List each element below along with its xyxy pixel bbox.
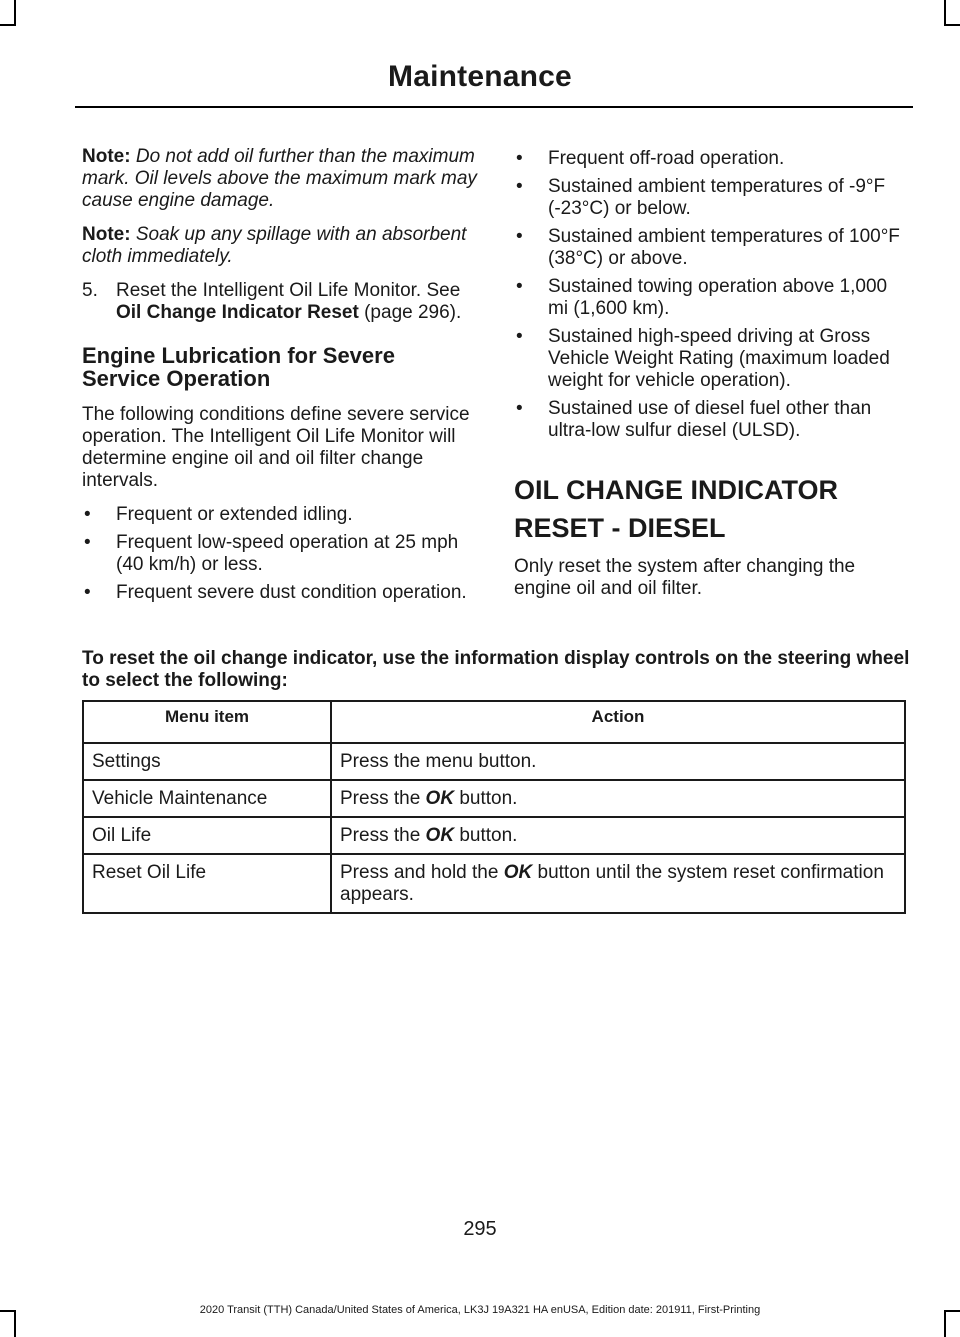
list-item: • Frequent off-road operation. [516, 148, 785, 169]
note-label: Note: [82, 224, 131, 245]
note-label: Note: [82, 146, 131, 167]
menu-item-cell: Vehicle Maintenance [83, 780, 331, 817]
subheading-severe-service: Engine Lubrication for Severe Service Operation [82, 343, 395, 391]
page-footer: 2020 Transit (TTH) Canada/United States of America, LK3J 19A321 HA enUSA, Edition date: 201911, First-Printing [199, 1304, 761, 1316]
table-row [83, 817, 905, 854]
bullet-icon: • [84, 582, 91, 603]
action-cell: Press the OK button. [331, 817, 905, 854]
crop-mark [14, 0, 16, 26]
list-item: • Frequent or extended idling. [84, 504, 353, 525]
severe-conditions-list-continued [514, 148, 909, 442]
section-title-line: RESET - DIESEL [514, 513, 726, 543]
list-item: • Frequent severe dust condition operation. [84, 582, 467, 603]
ok-button-label: OK [503, 862, 533, 883]
action-cell: Press the menu button. [331, 743, 905, 780]
bullet-icon: • [516, 276, 523, 297]
menu-item-cell: Reset Oil Life [83, 854, 331, 913]
table-lead-text: To reset the oil change indicator, use the information display controls on the steering wheel to select the following: [82, 648, 910, 691]
section-paragraph: Only reset the system after changing the engine oil and oil filter. [514, 556, 856, 599]
header-divider [75, 106, 913, 108]
step-5 [82, 280, 477, 324]
section-title [514, 476, 909, 542]
action-cell: Press the OK button. [331, 780, 905, 817]
table-row [83, 854, 905, 913]
list-item: • Sustained ambient temperatures of 100°F (38°C) or above. [516, 226, 900, 269]
page-title: Maintenance [388, 60, 572, 93]
list-item: • Sustained towing operation above 1,000 mi (1,600 km). [516, 276, 888, 319]
note-max-mark [82, 146, 477, 212]
list-item: • Sustained use of diesel fuel other than ultra-low sulfur diesel (ULSD). [516, 398, 872, 441]
note-text: Do not add oil further than the maximum mark. Oil levels above the maximum mark may cause engine damage. [82, 146, 477, 211]
bullet-icon: • [516, 398, 523, 419]
bullet-icon: • [516, 176, 523, 197]
section-title-line: OIL CHANGE INDICATOR [514, 475, 839, 505]
note-spillage [82, 224, 477, 268]
bullet-icon: • [516, 326, 523, 347]
table-row [83, 743, 905, 780]
menu-item-cell: Settings [83, 743, 331, 780]
crop-mark [944, 0, 946, 26]
intro-paragraph: The following conditions define severe service operation. The Intelligent Oil Life Monitor will determine engine oil and oil filter change intervals. [82, 404, 470, 491]
bullet-icon: • [516, 148, 523, 169]
list-item: • Sustained ambient temperatures of -9°F (-23°C) or below. [516, 176, 886, 219]
severe-conditions-list [82, 504, 477, 604]
crop-mark [944, 24, 960, 26]
crop-mark [0, 24, 16, 26]
step-page-ref: (page 296). [358, 302, 462, 323]
action-cell: Press and hold the OK button until the system reset confirmation appears. [331, 854, 905, 913]
step-text: Reset the Intelligent Oil Life Monitor. See [116, 280, 461, 301]
ok-button-label: OK [425, 788, 455, 809]
column-header: Action [331, 701, 905, 743]
bullet-icon: • [516, 226, 523, 247]
menu-item-cell: Oil Life [83, 817, 331, 854]
list-item: • Sustained high-speed driving at Gross Vehicle Weight Rating (maximum loaded weight for vehicle operation). [516, 326, 890, 391]
table-header-row [83, 701, 905, 743]
list-item: • Frequent low-speed operation at 25 mph (40 km/h) or less. [84, 532, 459, 575]
ok-button-label: OK [425, 825, 455, 846]
bullet-icon: • [84, 504, 91, 525]
page-number: 295 [463, 1218, 497, 1240]
reset-procedure-table [82, 700, 906, 914]
note-text: Soak up any spillage with an absorbent cloth immediately. [82, 224, 467, 267]
bullet-icon: • [84, 532, 91, 553]
column-header: Menu item [83, 701, 331, 743]
left-column [82, 146, 477, 610]
cross-reference-link[interactable]: Oil Change Indicator Reset [116, 302, 359, 323]
table-row [83, 780, 905, 817]
step-number: 5. [82, 280, 98, 301]
right-column [514, 148, 909, 612]
